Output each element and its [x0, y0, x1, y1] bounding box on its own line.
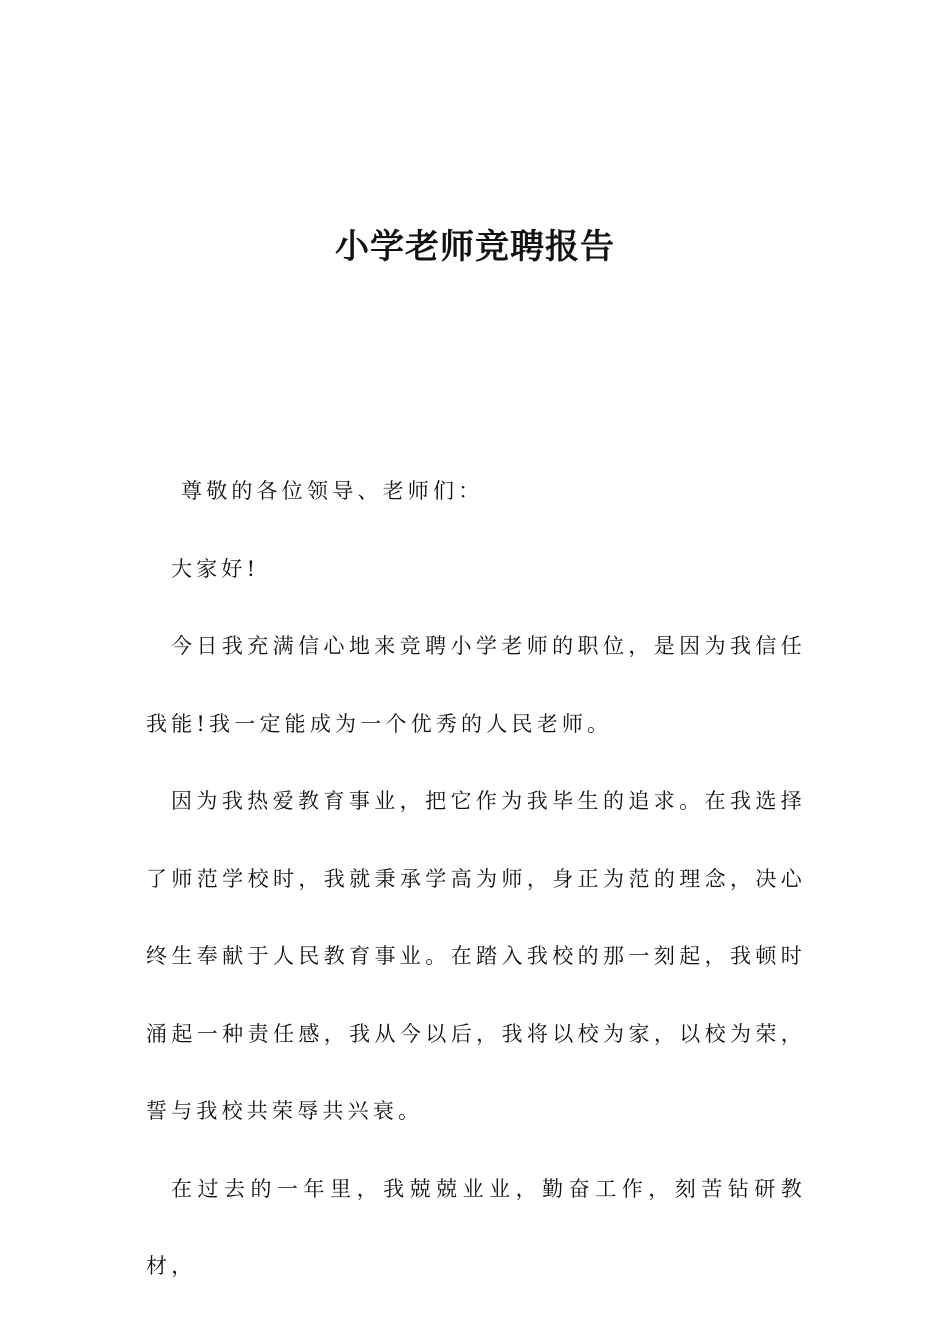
body-paragraph: 今日我充满信心地来竞聘小学老师的职位，是因为我信任我能!我一定能成为一个优秀的人民老师。: [146, 634, 806, 736]
body-paragraph: 在过去的一年里，我兢兢业业，勤奋工作，刻苦钻研教材，: [146, 1176, 806, 1278]
document-title: 小学老师竞聘报告: [335, 227, 615, 267]
body-paragraph: 因为我热爱教育事业，把它作为我毕生的追求。在我选择了师范学校时，我就秉承学高为师，身正为范的理念，决心终生奉献于人民教育事业。在踏入我校的那一刻起，我顿时涌起一种责任感，我从今以后，我将以校为家，以校为荣，誓与我校共荣辱共兴衰。: [146, 789, 806, 1123]
salutation-paragraph: 尊敬的各位领导、老师们：: [181, 479, 484, 503]
greeting-paragraph: 大家好!: [171, 556, 260, 581]
document-body: [146, 453, 806, 1306]
